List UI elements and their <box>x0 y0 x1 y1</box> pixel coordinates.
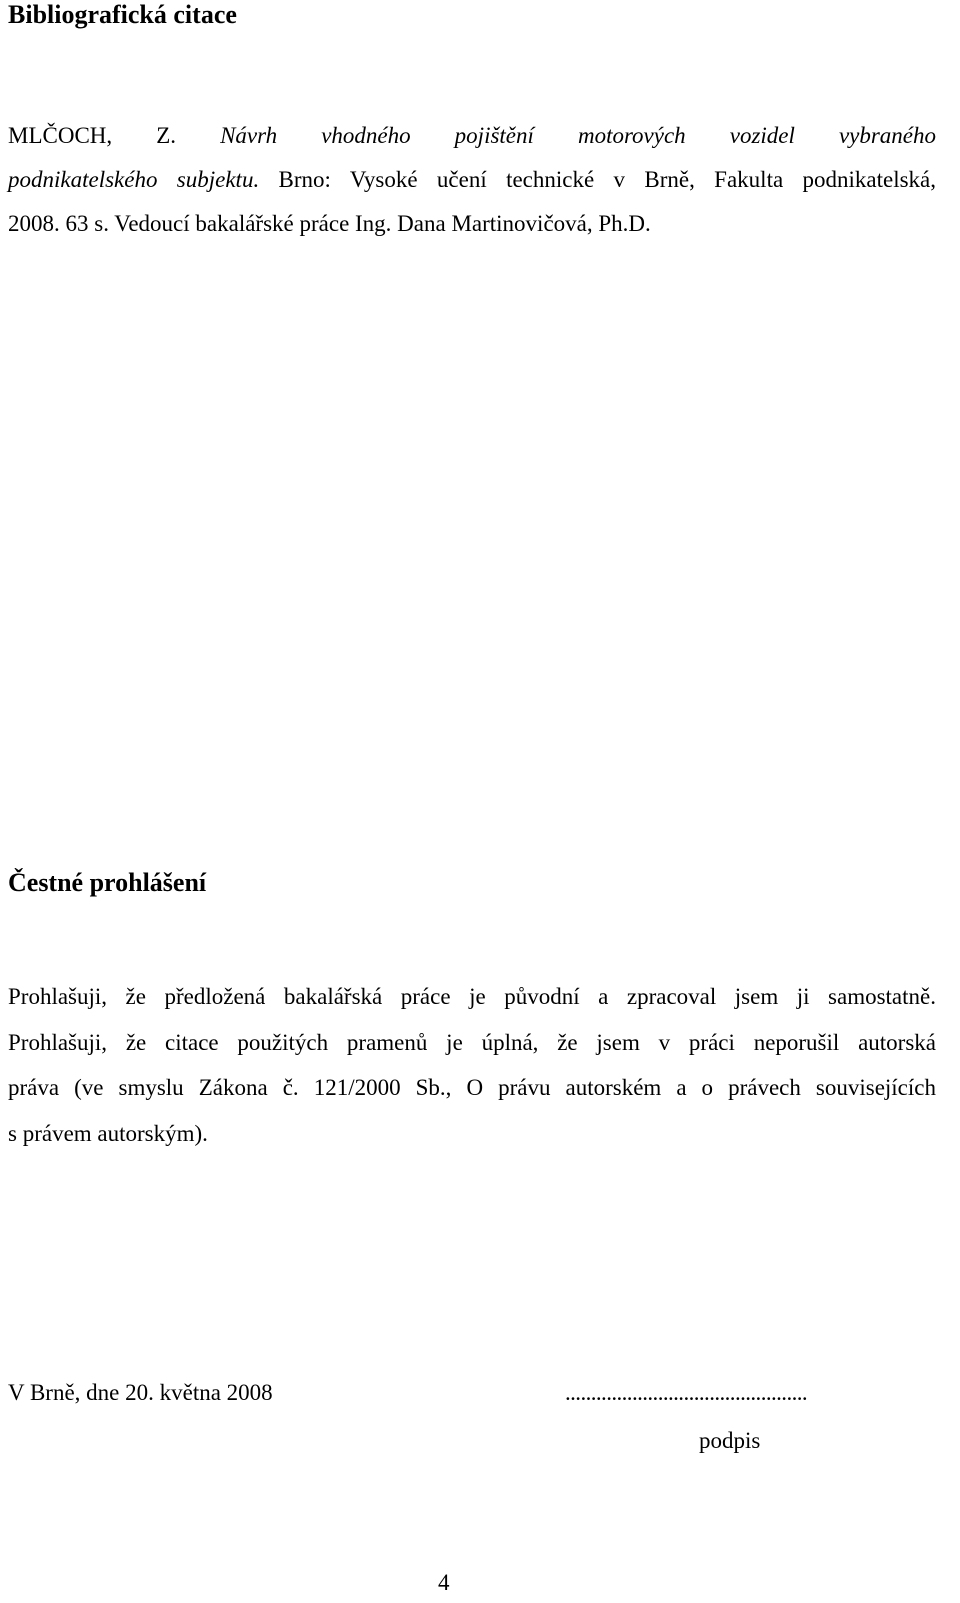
citation-heading: Bibliografická citace <box>8 0 237 29</box>
citation-publisher: Brno: Vysoké učení technické v Brně, Fakulta podnikatelská, <box>278 167 937 192</box>
citation-title-part-2: podnikatelského subjektu. <box>8 167 260 192</box>
declaration-line-1: Prohlašuji, že předložená bakalářská práce je původní a zpracoval jsem ji samostatně. <box>8 984 936 1009</box>
citation-line-1 <box>8 114 936 158</box>
declaration-heading: Čestné prohlášení <box>8 868 207 897</box>
citation-line-2 <box>8 158 936 202</box>
declaration-line-3: práva (ve smyslu Zákona č. 121/2000 Sb., O právu autorském a o právech souvisejících <box>8 1075 936 1100</box>
declaration-line-2: Prohlašuji, že citace použitých pramenů je úplná, že jsem v práci neporušil autorská <box>8 1029 936 1055</box>
citation-line-3: 2008. 63 s. Vedoucí bakalářské práce Ing. Dana Martinovičová, Ph.D. <box>8 211 651 236</box>
citation-author: MLČOCH, Z. <box>8 123 177 148</box>
signature-label: podpis <box>699 1428 761 1453</box>
citation-title-part-1: Návrh vhodného pojištění motorových vozidel vybraného <box>220 123 937 148</box>
place-and-date: V Brně, dne 20. května 2008 <box>8 1380 273 1405</box>
signature-line: ............................................... <box>565 1380 808 1405</box>
page-number: 4 <box>438 1570 450 1595</box>
declaration-paragraph <box>8 974 936 1156</box>
declaration-line-4: s právem autorským). <box>8 1120 208 1146</box>
citation-paragraph <box>8 114 936 246</box>
